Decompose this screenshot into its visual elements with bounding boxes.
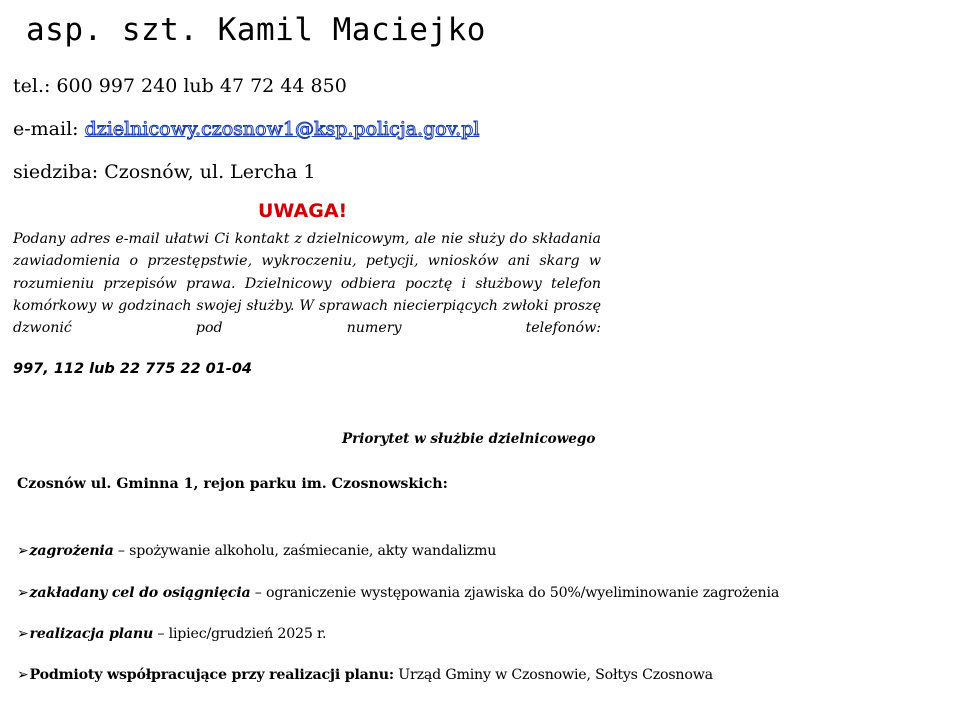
- arrow-bullet-icon: ➢: [17, 626, 29, 642]
- email-link[interactable]: dzielnicowy.czosnow1@ksp.policja.gov.pl: [84, 118, 480, 140]
- email-line: [13, 118, 479, 140]
- arrow-bullet-icon: ➢: [17, 585, 29, 601]
- notice-text: Podany adres e-mail ułatwi Ci kontakt z dzielnicowym, ale nie służy do składania zawiadomienia o przestępstwie, wykroczeniu, petycji, wniosków ani skarg w rozumieniu przepisów prawa. Dzielnicowy odbiera pocztę i służbowy telefon komórkowy w godzinach swojej służby. W sprawach niecierpiących zwłoki proszę dzwonić pod numery telefonów:: [13, 231, 601, 337]
- plan-item-text: – lipiec/grudzień 2025 r.: [153, 626, 327, 642]
- phone-line: tel.: 600 997 240 lub 47 72 44 850: [13, 75, 347, 97]
- plan-item-text: – ograniczenie występowania zjawiska do 50%/wyeliminowanie zagrożenia: [250, 585, 780, 601]
- plan-item-partners: [17, 667, 713, 683]
- plan-item-label: Podmioty współpracujące przy realizacji planu:: [29, 667, 394, 683]
- plan-item-label: realizacja planu: [29, 626, 154, 642]
- arrow-bullet-icon: ➢: [17, 543, 29, 559]
- plan-item-threats: [17, 543, 496, 559]
- plan-item-schedule: [17, 626, 326, 642]
- arrow-bullet-icon: ➢: [17, 667, 29, 683]
- emergency-phones: 997, 112 lub 22 775 22 01-04: [13, 361, 253, 377]
- plan-item-text: Urząd Gminy w Czosnowie, Sołtys Czosnowa: [393, 667, 713, 683]
- plan-item-label: zakładany cel do osiągnięcia: [29, 585, 251, 601]
- warning-title: UWAGA!: [258, 200, 348, 222]
- office-address: siedziba: Czosnów, ul. Lercha 1: [13, 161, 316, 183]
- plan-item-text: – spożywanie alkoholu, zaśmiecanie, akty wandalizmu: [113, 543, 497, 559]
- officer-name: asp. szt. Kamil Maciejko: [26, 12, 486, 48]
- plan-item-label: zagrożenia: [29, 543, 114, 559]
- plan-item-goal: [17, 585, 779, 601]
- priority-title: Priorytet w służbie dzielnicowego: [342, 431, 596, 447]
- email-label: e-mail:: [13, 118, 85, 140]
- priority-location: Czosnów ul. Gminna 1, rejon parku im. Czosnowskich:: [17, 476, 448, 492]
